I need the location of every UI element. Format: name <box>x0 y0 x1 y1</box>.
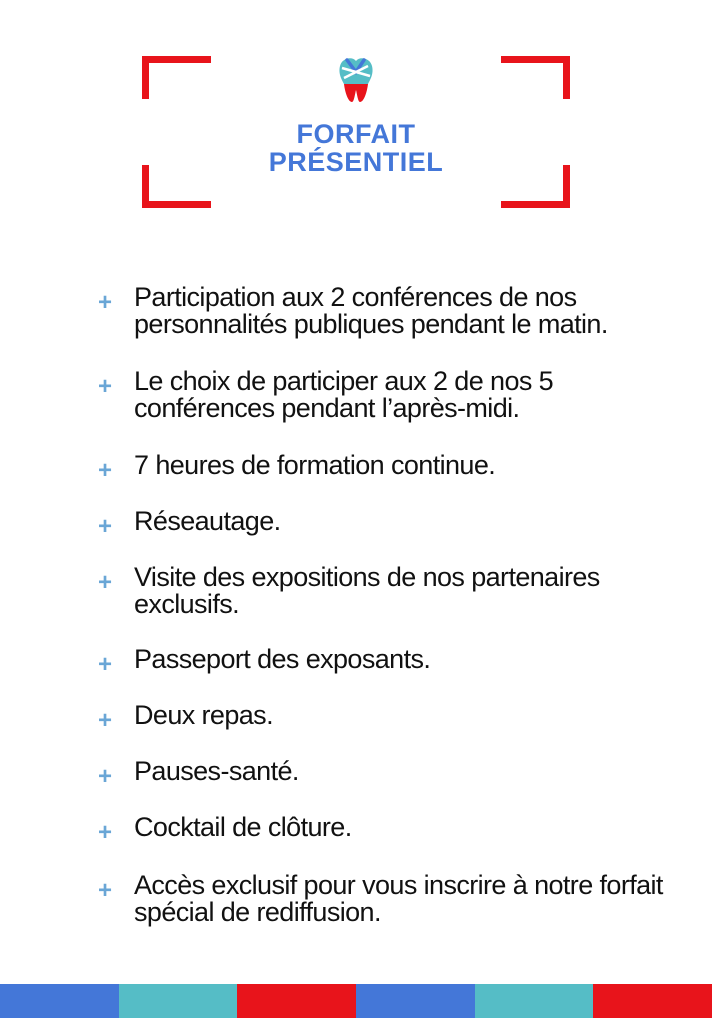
list-item <box>96 702 686 734</box>
list-item <box>96 564 686 618</box>
feature-text: Accès exclusif pour vous inscrire à notre forfait spécial de rediffusion. <box>134 870 663 927</box>
list-item <box>96 758 686 790</box>
plus-icon: + <box>98 289 113 316</box>
list-item <box>96 368 686 422</box>
list-item <box>96 508 686 540</box>
plus-icon: + <box>98 877 113 904</box>
title-line-1: FORFAIT <box>296 119 416 149</box>
title-line-2: PRÉSENTIEL <box>268 147 444 177</box>
feature-text: Le choix de participer aux 2 de nos 5 conférences pendant l’après-midi. <box>134 366 554 423</box>
header-frame <box>142 56 570 208</box>
stripe <box>119 984 238 1018</box>
tooth-logo-icon <box>334 56 378 104</box>
plus-icon: + <box>98 513 113 540</box>
plus-icon: + <box>98 763 113 790</box>
feature-text: Cocktail de clôture. <box>134 812 352 842</box>
list-item <box>96 814 686 846</box>
feature-text: Participation aux 2 conférences de nos personnalités publiques pendant le matin. <box>134 282 608 339</box>
feature-text: Passeport des exposants. <box>134 644 431 674</box>
plus-icon: + <box>98 651 113 678</box>
feature-text: 7 heures de formation continue. <box>134 450 496 480</box>
plus-icon: + <box>98 569 113 596</box>
plus-icon: + <box>98 819 113 846</box>
stripe <box>237 984 356 1018</box>
plus-icon: + <box>98 457 113 484</box>
list-item <box>96 872 686 926</box>
frame-corner-top-left <box>142 56 211 99</box>
plus-icon: + <box>98 373 113 400</box>
footer-color-stripes <box>0 984 712 1018</box>
feature-text: Réseautage. <box>134 506 281 536</box>
stripe <box>475 984 594 1018</box>
stripe <box>0 984 119 1018</box>
feature-text: Visite des expositions de nos partenaires exclusifs. <box>134 562 600 619</box>
feature-text: Pauses-santé. <box>134 756 299 786</box>
frame-corner-top-right <box>501 56 570 99</box>
list-item <box>96 646 686 678</box>
stripe <box>356 984 475 1018</box>
page-title <box>142 120 570 176</box>
list-item <box>96 452 686 484</box>
list-item <box>96 284 686 338</box>
plus-icon: + <box>98 707 113 734</box>
stripe <box>593 984 712 1018</box>
feature-text: Deux repas. <box>134 700 273 730</box>
